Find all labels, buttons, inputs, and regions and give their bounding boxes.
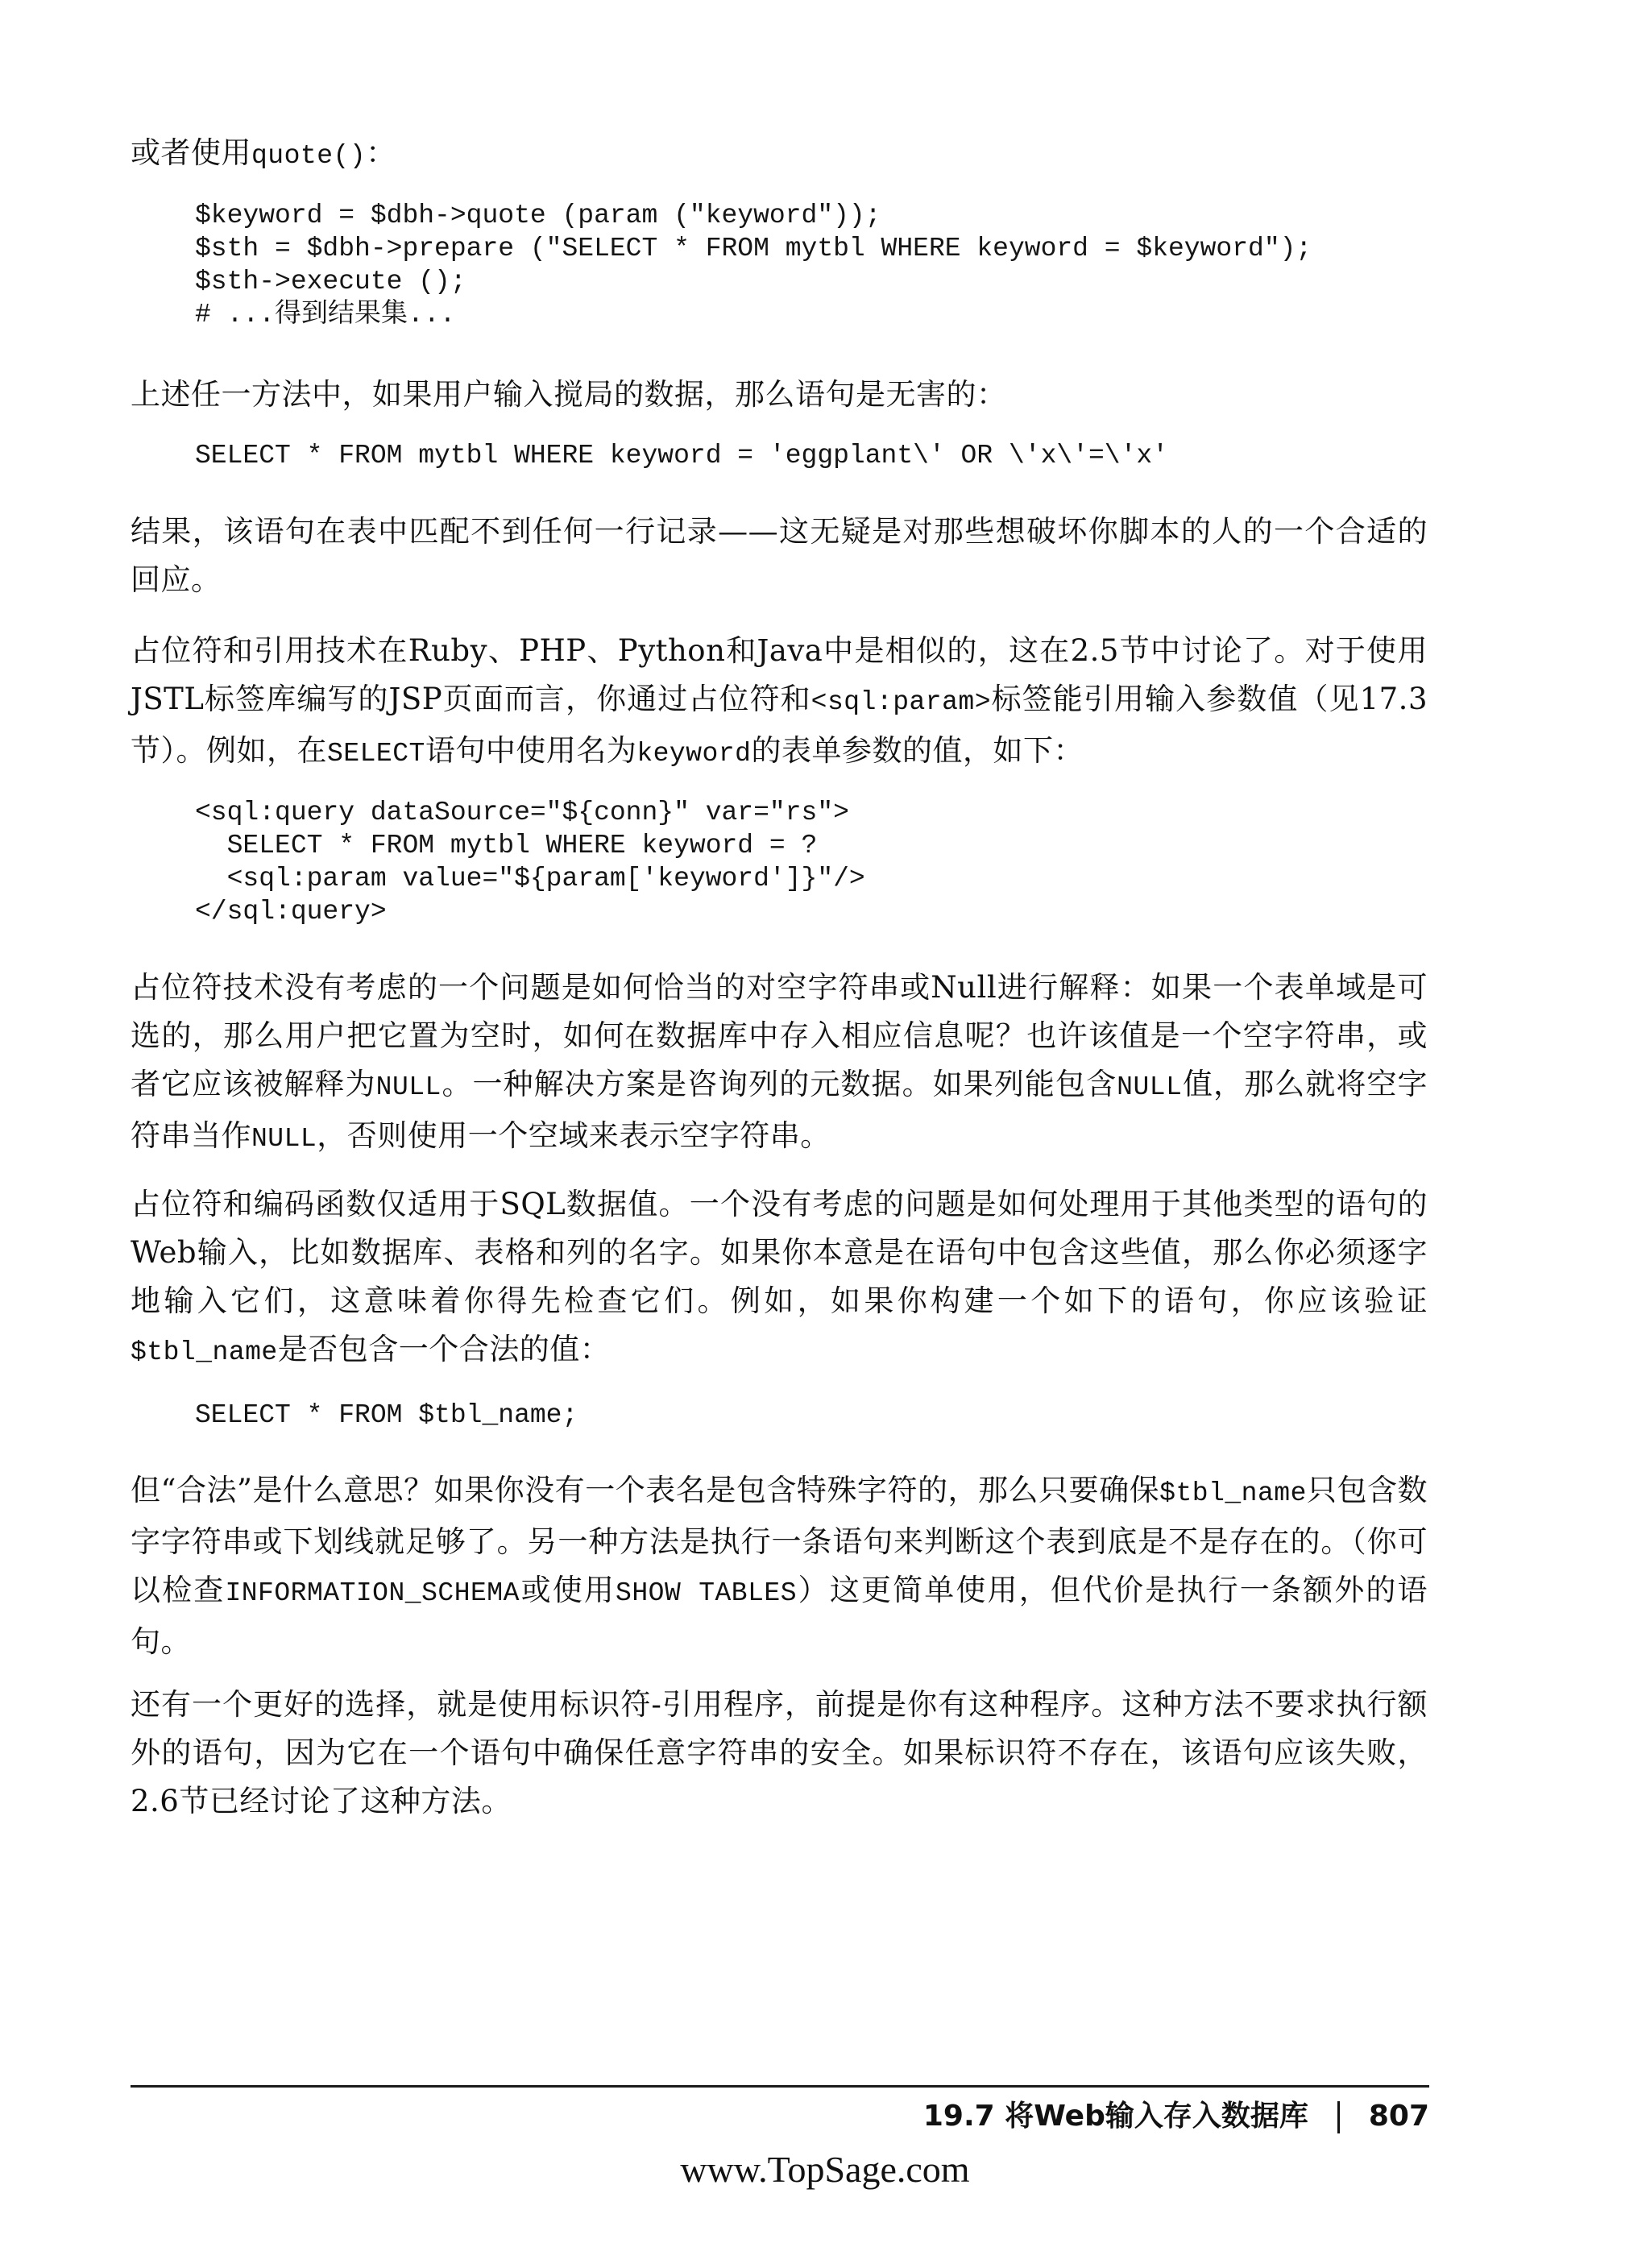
page-footer (923, 2093, 1429, 2134)
footer-rule (131, 2085, 1429, 2088)
paragraph-jstl: 占位符和引用技术在Ruby、PHP、Python和Java中是相似的，这在2.5节中讨论了。对于使用JSTL标签库编写的JSP页面而言，你通过占位符和<sql:param>标签能引用输入参数值（见17.3节）。例如，在SELECT语句中使用名为keyword的表单参数的值，如下： (131, 633, 1428, 769)
code-line: $sth->execute (); (195, 267, 466, 296)
code-block-jstl (195, 796, 865, 928)
intro-paragraph (131, 129, 1428, 180)
footer-separator (1337, 2101, 1340, 2133)
paragraph-null-handling: 占位符技术没有考虑的一个问题是如何恰当的对空字符串或Null进行解释：如果一个表单域是可选的，那么用户把它置为空时，如何在数据库中存入相应信息呢？也许该值是一个空字符串，或者它应该被解释为NULL。一种解决方案是咨询列的元数据。如果列能包含NULL值，那么就将空字符串当作NULL，否则使用一个空域来表示空字符串。 (131, 970, 1428, 1154)
inline-code: quote() (251, 141, 367, 171)
code-block-perl-quote (195, 199, 1312, 331)
page-number: 807 (1368, 2100, 1429, 2133)
code-block-tbl-name (195, 1399, 578, 1432)
code-line: <sql:query dataSource="${conn}" var="rs"> (195, 798, 849, 827)
code-line: <sql:param value="${param['keyword']}"/> (195, 864, 865, 894)
intro-text: 或者使用 (131, 135, 251, 170)
code-line: $sth = $dbh->prepare ("SELECT * FROM mytbl WHERE keyword = $keyword"); (195, 234, 1312, 263)
paragraph-harmless: 上述任一方法中，如果用户输入搅局的数据，那么语句是无害的： (131, 377, 1007, 412)
code-line: # ...得到结果集... (195, 300, 456, 330)
footer-section-title: 19.7 将Web输入存入数据库 (922, 2100, 1308, 2133)
code-line: SELECT * FROM $tbl_name; (195, 1400, 578, 1430)
paragraph-identifier-quoting: 还有一个更好的选择，就是使用标识符-引用程序，前提是你有这种程序。这种方法不要求执行额外的语句，因为它在一个语句中确保任意字符串的安全。如果标识符不存在，该语句应该失败，2.6节已经讨论了这种方法。 (131, 1687, 1428, 1818)
code-line: SELECT * FROM mytbl WHERE keyword = 'eggplant\' OR \'x\'=\'x' (195, 441, 1168, 471)
code-block-escaped-select (195, 439, 1168, 472)
paragraph-identifiers: 占位符和编码函数仅适用于SQL数据值。一个没有考虑的问题是如何处理用于其他类型的语句的Web输入，比如数据库、表格和列的名字。如果你本意是在语句中包含这些值，那么你必须逐字地输入它们，这意味着你得先检查它们。例如，如果你构建一个如下的语句，你应该验证$tbl_name是否包含一个合法的值： (131, 1187, 1428, 1367)
watermark: www.TopSage.com (680, 2149, 970, 2190)
paragraph-legal: 但“合法”是什么意思？如果你没有一个表名是包含特殊字符的，那么只要确保$tbl_name只包含数字字符串或下划线就足够了。另一种方法是执行一条语句来判断这个表到底是不是存在的。（你可以检查INFORMATION_SCHEMA或使用SHOW TABLES）这更简单使用，但代价是执行一条额外的语句。 (131, 1473, 1428, 1659)
code-line: </sql:query> (195, 897, 387, 927)
intro-tail: ： (366, 135, 396, 170)
code-line: $keyword = $dbh->quote (param ("keyword")); (195, 201, 881, 230)
paragraph-no-match: 结果，该语句在表中匹配不到任何一行记录——这无疑是对那些想破坏你脚本的人的一个合适的回应。 (131, 514, 1428, 597)
code-line: SELECT * FROM mytbl WHERE keyword = ? (195, 831, 818, 860)
